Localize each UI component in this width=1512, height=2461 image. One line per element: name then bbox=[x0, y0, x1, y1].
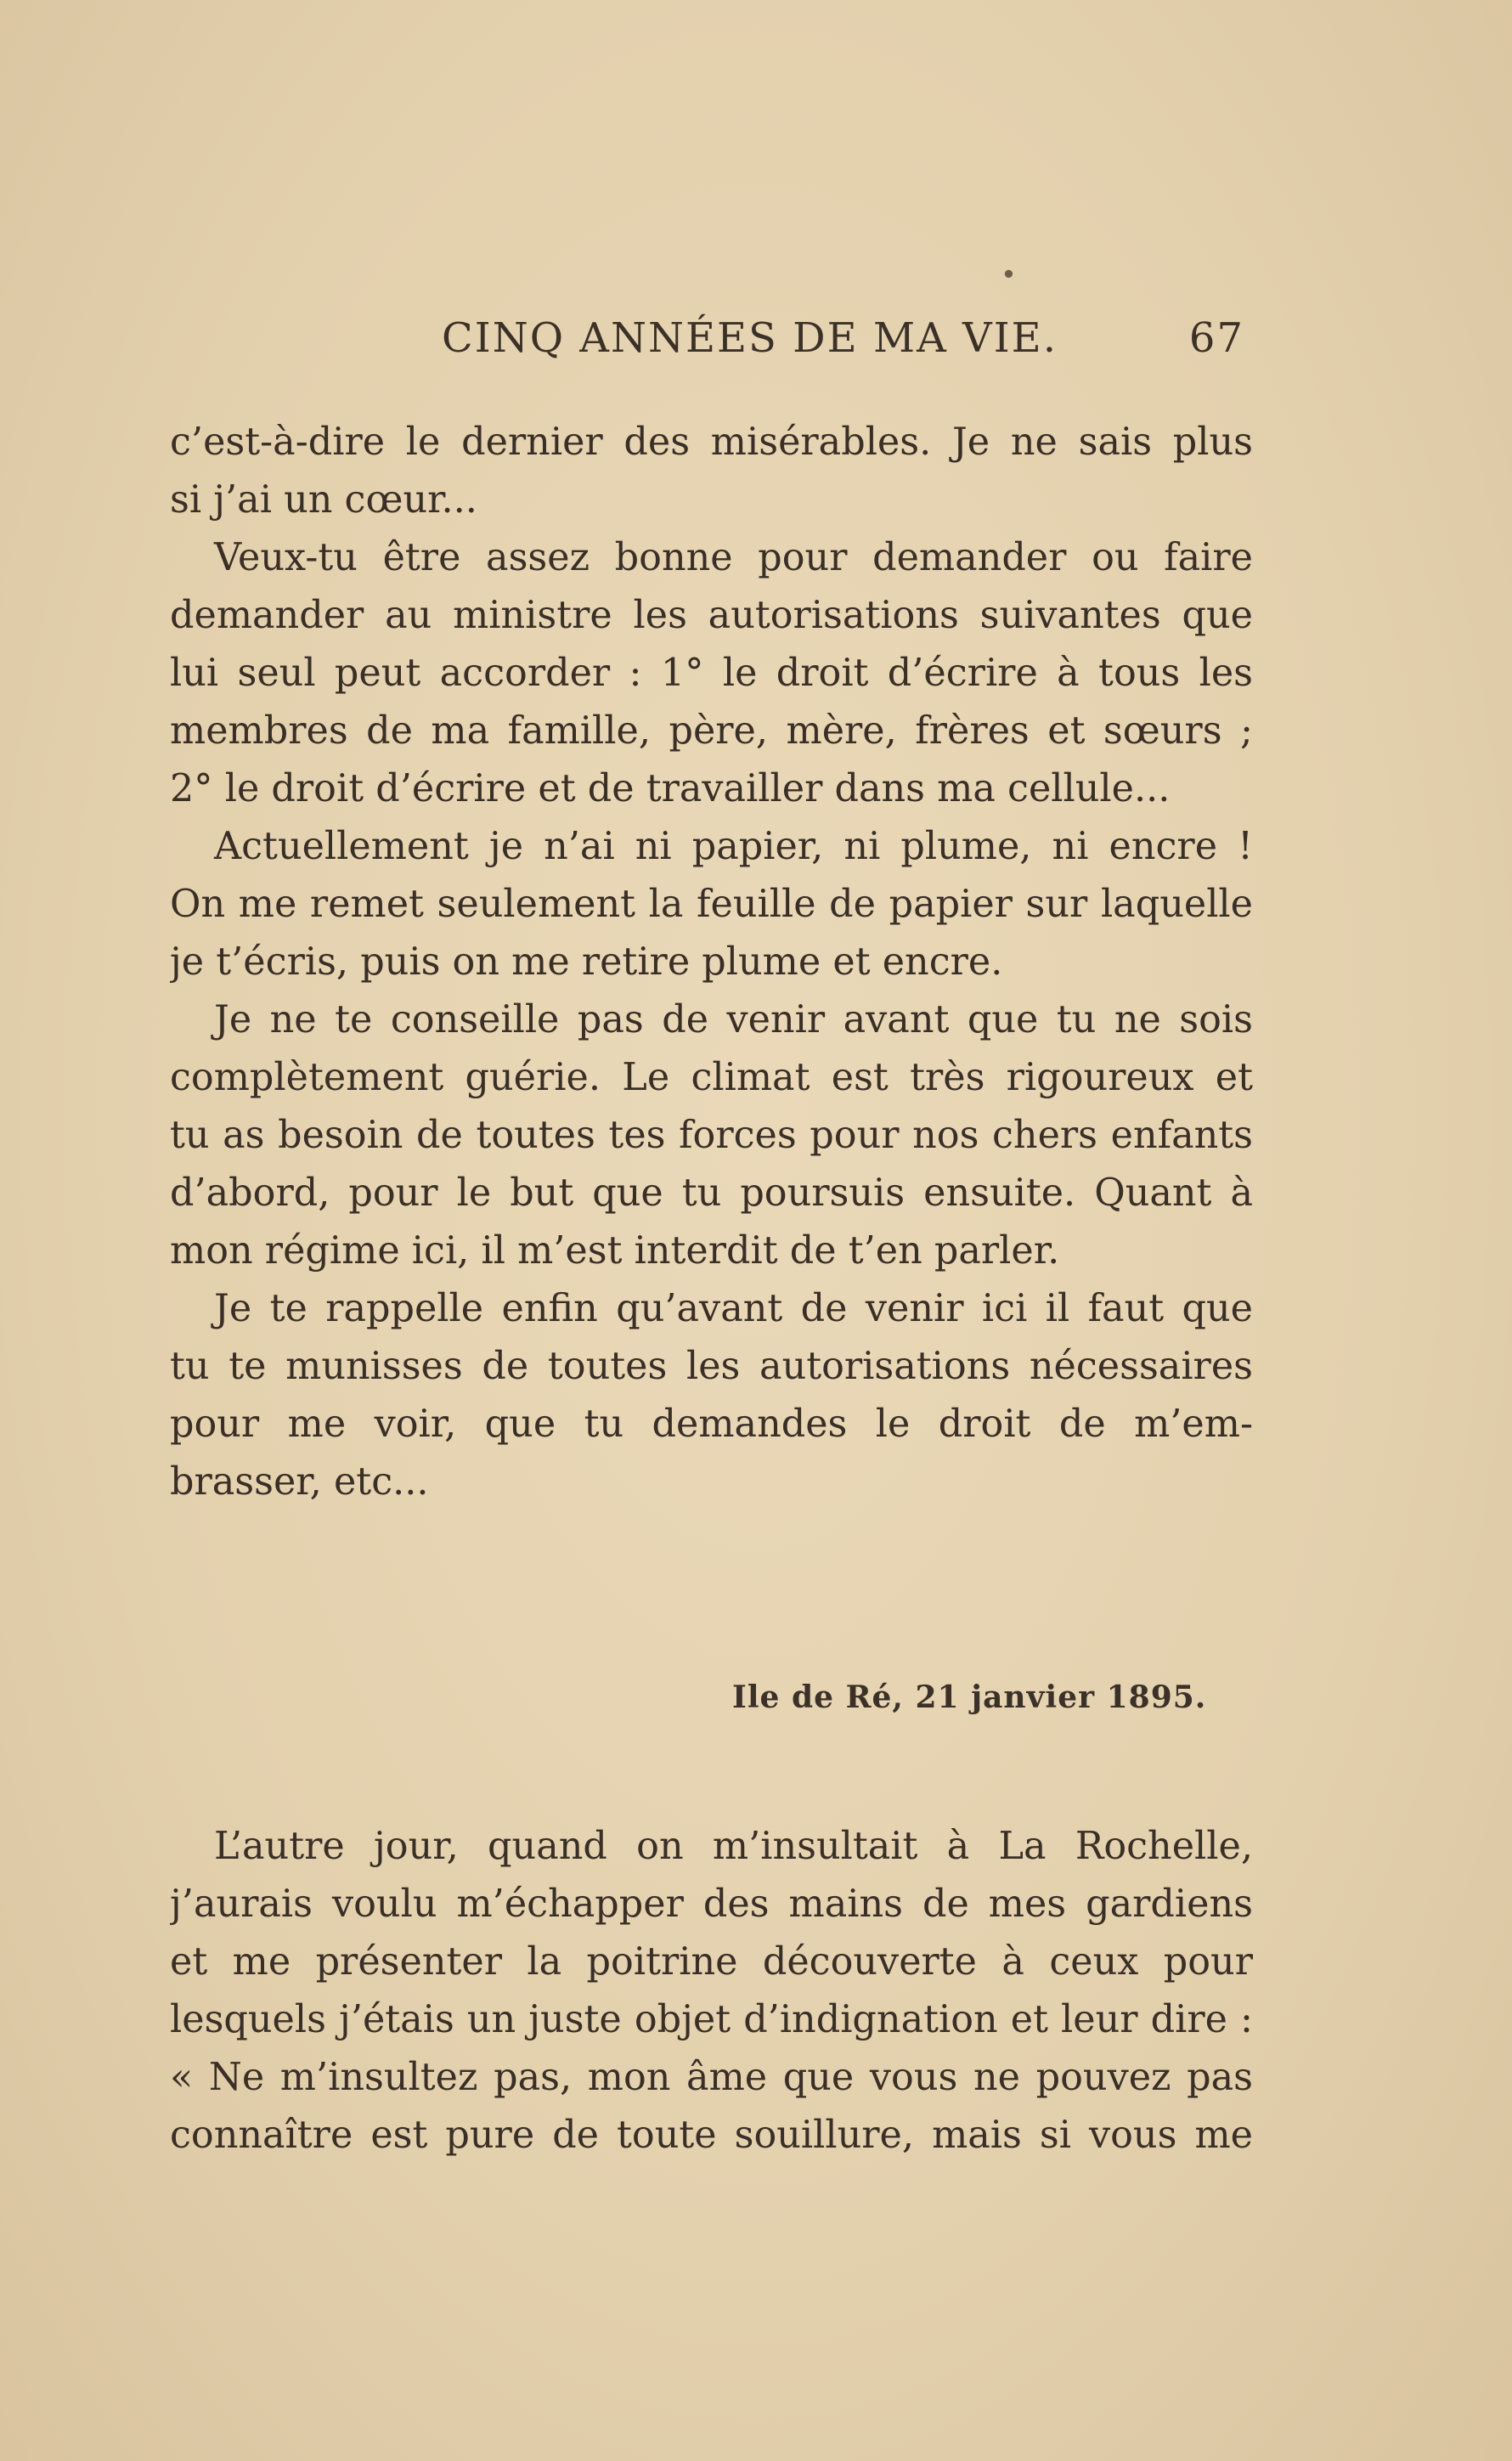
text-line: je t’écris, puis on me retire plume et encre. bbox=[170, 940, 1003, 984]
text-line: complètement guérie. Le climat est très rigoureux et bbox=[170, 1056, 1253, 1099]
letter-body-continued bbox=[170, 1818, 1253, 2165]
page-number: 67 bbox=[1188, 314, 1244, 362]
text-line: On me remet seulement la feuille de papier sur laquelle bbox=[170, 883, 1253, 926]
text-line: Je te rappelle enfin qu’avant de venir ici il faut que bbox=[214, 1287, 1253, 1330]
text-line: pour me voir, que tu demandes le droit de m’em- bbox=[170, 1403, 1253, 1446]
text-line: tu as besoin de toutes tes forces pour nos chers enfants bbox=[170, 1114, 1253, 1157]
text-line: 2° le droit d’écrire et de travailler dans ma cellule... bbox=[170, 767, 1171, 810]
text-line: Actuellement je n’ai ni papier, ni plume, ni encre ! bbox=[214, 825, 1253, 868]
text-line: si j’ai un cœur... bbox=[170, 478, 477, 522]
text-line: « Ne m’insultez pas, mon âme que vous ne pouvez pas bbox=[170, 2056, 1253, 2099]
text-line: mon régime ici, il m’est interdit de t’en parler. bbox=[170, 1229, 1060, 1273]
text-line: lui seul peut accorder : 1° le droit d’écrire à tous les bbox=[170, 652, 1253, 695]
text-line: Veux-tu être assez bonne pour demander ou faire bbox=[214, 536, 1253, 579]
running-title: CINQ ANNÉES DE MA VIE. bbox=[442, 314, 1058, 362]
text-line: lesquels j’étais un juste objet d’indignation et leur dire : bbox=[170, 1998, 1253, 2041]
text-line: Je ne te conseille pas de venir avant que tu ne sois bbox=[214, 998, 1253, 1041]
text-line: j’aurais voulu m’échapper des mains de mes gardiens bbox=[170, 1882, 1253, 1926]
page-header bbox=[170, 314, 1244, 374]
text-line: tu te munisses de toutes les autorisations nécessaires bbox=[170, 1345, 1253, 1388]
letter-signoff: Ile de Ré, 21 janvier 1895. bbox=[732, 1679, 1207, 1715]
stray-ink-mark: • bbox=[1001, 258, 1017, 291]
text-line: connaître est pure de toute souillure, mais si vous me bbox=[170, 2114, 1253, 2157]
letter-body bbox=[170, 414, 1253, 1511]
text-line: d’abord, pour le but que tu poursuis ensuite. Quant à bbox=[170, 1171, 1253, 1215]
text-line: et me présenter la poitrine découverte à ceux pour bbox=[170, 1940, 1253, 1984]
text-line: L’autre jour, quand on m’insultait à La Rochelle, bbox=[214, 1825, 1253, 1868]
text-line: membres de ma famille, père, mère, frères et sœurs ; bbox=[170, 709, 1253, 753]
text-line: demander au ministre les autorisations suivantes que bbox=[170, 594, 1253, 637]
text-line: brasser, etc... bbox=[170, 1460, 429, 1504]
text-line: c’est-à-dire le dernier des misérables. Je ne sais plus bbox=[170, 421, 1253, 464]
